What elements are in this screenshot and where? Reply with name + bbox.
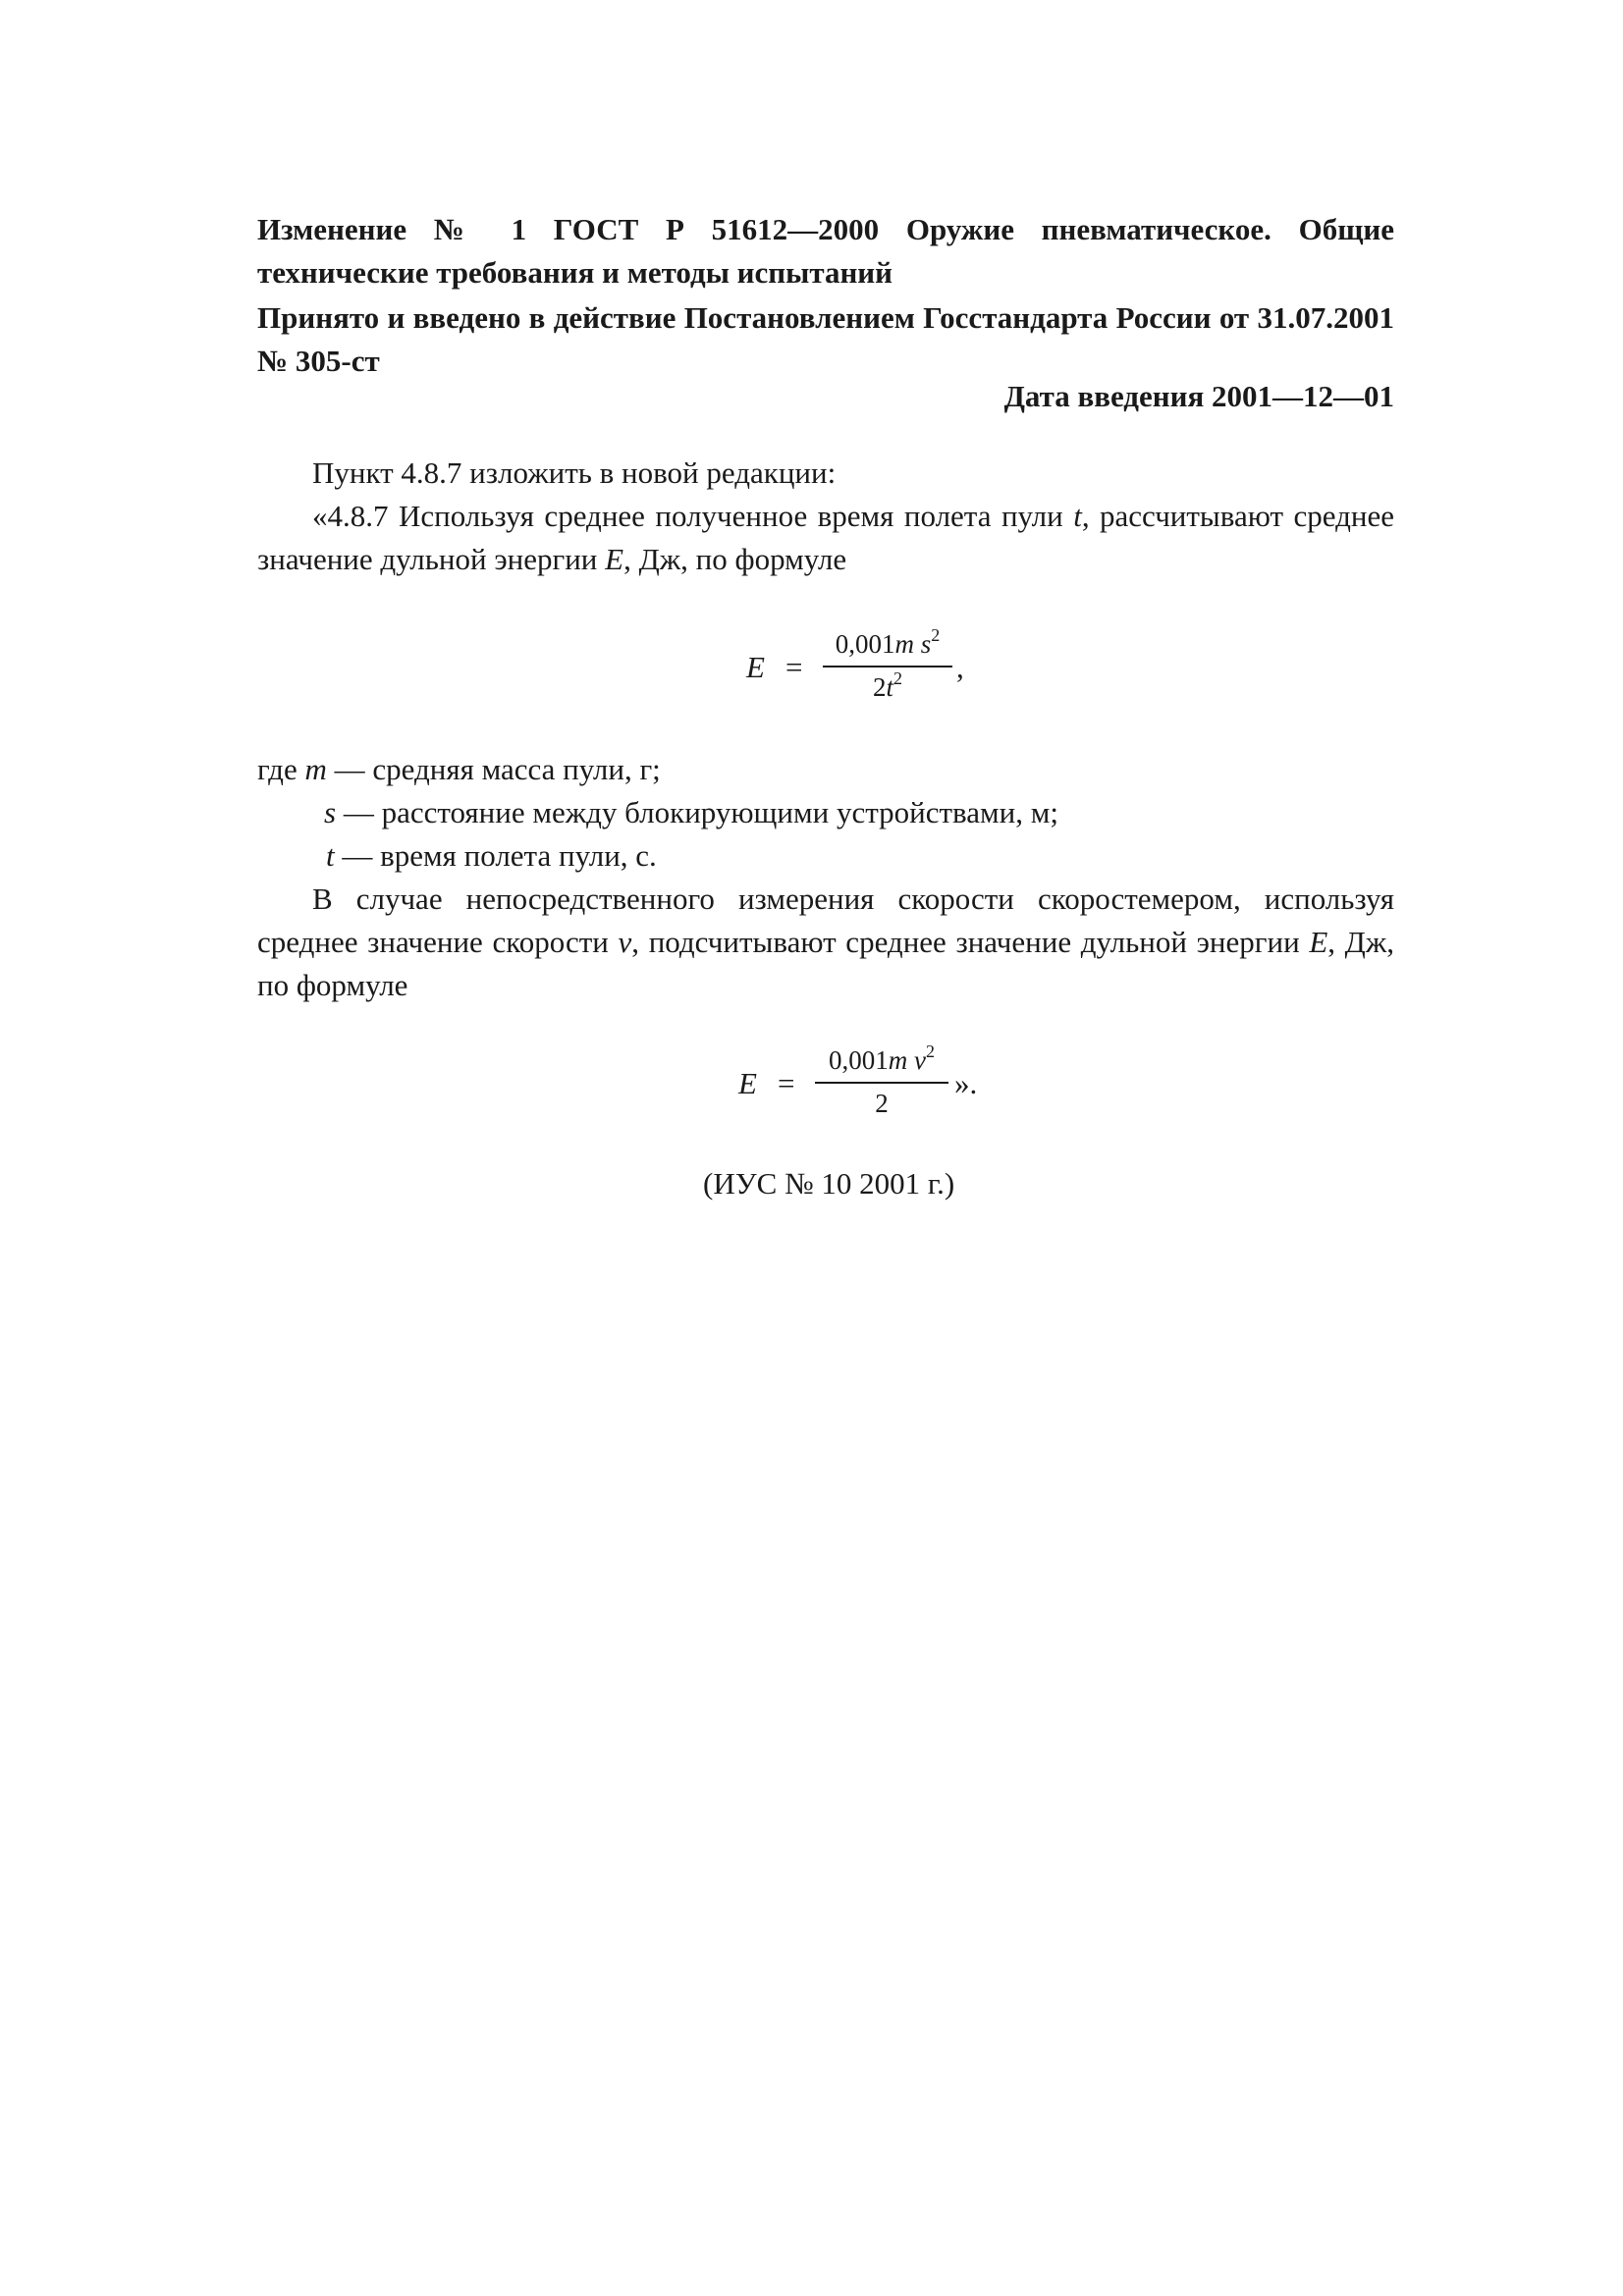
formula2-closing: ».	[954, 1066, 978, 1100]
formula2-lhs: E	[738, 1066, 757, 1100]
var-E: E	[605, 542, 624, 576]
intro-paragraph: Пункт 4.8.7 изложить в новой редакции:	[312, 455, 837, 490]
clause-text-start: «4.8.7 Используя среднее полученное время полета пули	[312, 499, 1074, 533]
var-t: t	[1073, 499, 1082, 533]
where-s-line: s — расстояние между блокирующими устройствами, м;	[324, 795, 1058, 829]
var-E-2: E	[1309, 925, 1328, 959]
formula2-denominator: 2	[875, 1089, 889, 1118]
formula1-equals: =	[785, 650, 803, 684]
adoption-statement: Принято и введено в действие Постановлением Госстандарта России от 31.07.2001 № 305-ст	[257, 300, 1394, 378]
formula1-lhs: E	[746, 650, 765, 684]
where-t-line: t — время полета пули, с.	[326, 838, 657, 873]
clause-text-end: , Дж, по формуле	[623, 542, 847, 576]
source-reference: (ИУС № 10 2001 г.)	[703, 1166, 955, 1201]
formula1-numerator: 0,001m $s^2$	[835, 625, 941, 659]
var-m: m	[304, 752, 327, 786]
formula1-fraction-bar	[823, 666, 952, 667]
formula1-denominator: $2t^2$	[872, 668, 902, 702]
formula2-fraction-bar	[815, 1082, 948, 1084]
var-s: s	[324, 795, 337, 829]
where-m-line: где m — средняя масса пули, г;	[257, 752, 661, 786]
formula1-comma: ,	[956, 650, 964, 684]
formula2-numerator: 0,001m $v^2$	[829, 1041, 935, 1075]
amendment-title: Изменение № 1 ГОСТ Р 51612—2000 Оружие пневматическое. Общие технические требования и методы испытаний	[257, 212, 1394, 290]
formula2-equals: =	[778, 1066, 795, 1100]
formula1-fraction	[823, 625, 952, 707]
var-t-def: t	[326, 838, 335, 873]
effective-date: Дата введения 2001—12—01	[1003, 379, 1394, 413]
var-v: v	[618, 925, 632, 959]
clause-4-8-7-paragraph	[257, 495, 1394, 581]
clause-text-mid: , рассчитывают среднее значение дульной энергии	[257, 499, 1394, 576]
formula2-fraction	[815, 1041, 948, 1123]
speedometer-paragraph: В случае непосредственного измерения скорости скоростемером, используя среднее значение скорости v, подсчитывают среднее значение дульной энергии E, Дж, по формуле	[257, 881, 1394, 1002]
